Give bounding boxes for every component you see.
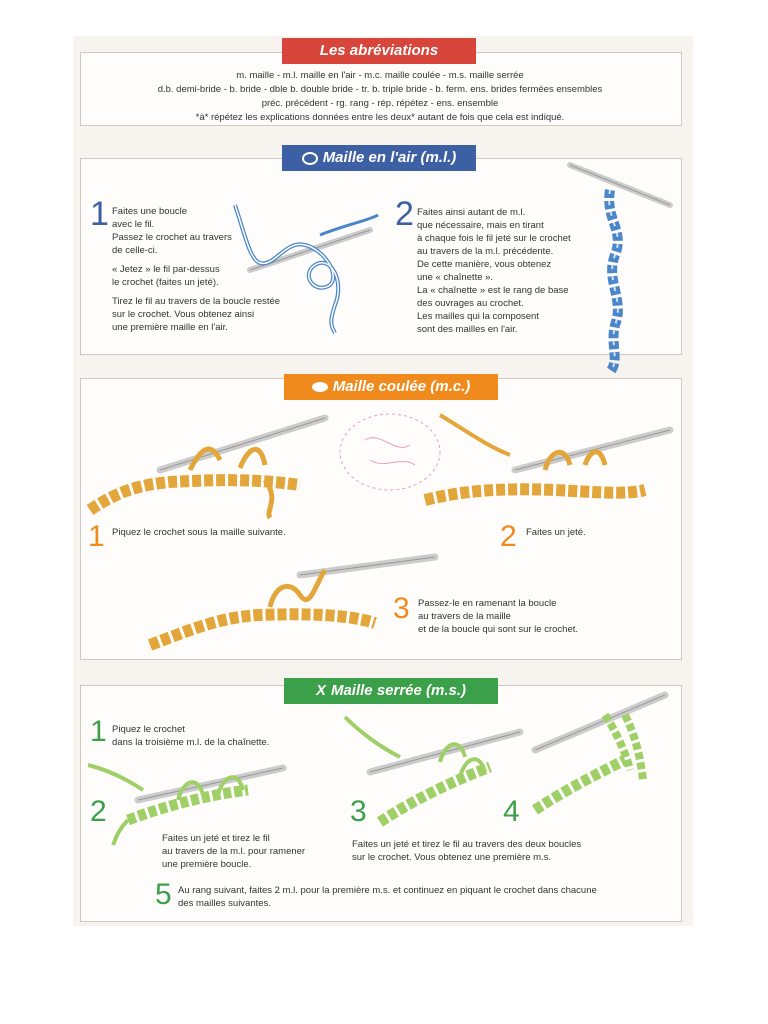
step-number: 1 xyxy=(90,195,109,233)
step-number: 2 xyxy=(395,195,414,233)
text-line: dans la troisième m.l. de la chaînette. xyxy=(112,737,270,748)
text-line: Faites une boucle xyxy=(112,206,187,217)
text-line: une première boucle. xyxy=(162,859,252,870)
text-line: que nécessaire, mais en tirant xyxy=(417,220,544,231)
serree-step-5-text xyxy=(178,884,668,910)
text-line: des mailles suivantes. xyxy=(178,898,271,909)
abbreviations-title: Les abréviations xyxy=(282,38,476,64)
x-mark-icon: X xyxy=(315,682,326,699)
text-line: Passez le crochet au travers xyxy=(112,232,232,243)
text-line: des ouvrages au crochet. xyxy=(417,298,524,309)
filled-oval-icon xyxy=(312,382,328,392)
text-line: sont des mailles en l'air. xyxy=(417,324,518,335)
text-line: le crochet (faites un jeté). xyxy=(112,277,219,288)
step-number: 1 xyxy=(90,715,107,748)
text-line: Tirez le fil au travers de la boucle restée xyxy=(112,296,281,307)
step-number: 5 xyxy=(155,878,172,911)
text-line: de celle-ci. xyxy=(112,245,158,256)
text-line: au travers de la m.l. précédente. xyxy=(417,246,554,257)
open-circle-icon xyxy=(302,152,318,165)
coulee-step-2-text: Faites un jeté. xyxy=(526,527,586,538)
maille-serree-title xyxy=(284,678,498,704)
maille-serree-title-text: Maille serrée (m.s.) xyxy=(330,682,467,699)
text-line: Les mailles qui la composent xyxy=(417,311,539,322)
text-line: Faites un jeté et tirez le fil au travers des deux boucles xyxy=(352,839,582,850)
coulee-step1-illustration xyxy=(90,410,330,520)
serree-step-3-text xyxy=(352,838,632,864)
text-line: « Jetez » le fil par-dessus xyxy=(112,264,220,275)
loop-hook-illustration xyxy=(230,195,380,335)
maille-air-title-text: Maille en l'air (m.l.) xyxy=(322,149,457,166)
step-number: 2 xyxy=(90,795,107,828)
text-line: Faites ainsi autant de m.l. xyxy=(417,207,526,218)
abbreviation-line-1: m. maille - m.l. maille en l'air - m.c. maille coulée - m.s. maille serrée xyxy=(236,70,524,81)
text-line: à chaque fois le fil jeté sur le crochet xyxy=(417,233,571,244)
serree-step4-illustration xyxy=(525,690,675,815)
maille-air-title xyxy=(282,145,476,171)
abbreviation-line-4: *à* répétez les explications données entre les deux* autant de fois que cela est indiqué. xyxy=(195,112,565,123)
text-line: et de la boucle qui sont sur le crochet. xyxy=(418,624,579,635)
text-line: Au rang suivant, faites 2 m.l. pour la première m.s. et continuez en piquant le crochet dans chacune xyxy=(178,885,597,896)
abbreviation-line-3: préc. précédent - rg. rang - rép. répétez - ens. ensemble xyxy=(261,98,499,109)
text-line: La « chaînette » est le rang de base xyxy=(417,285,569,296)
coulee-step2-illustration xyxy=(425,410,675,520)
text-line: sur le crochet. Vous obtenez ainsi xyxy=(112,309,255,320)
chain-illustration xyxy=(565,160,675,375)
serree-step-1-text xyxy=(112,723,312,749)
serree-step-2-text xyxy=(162,832,342,871)
text-line: une « chaînette ». xyxy=(417,272,494,283)
step-number: 4 xyxy=(503,795,520,828)
text-line: De cette manière, vous obtenez xyxy=(417,259,552,270)
serree-step3-illustration xyxy=(340,712,530,827)
maille-coulee-title xyxy=(284,374,498,400)
text-line: une première maille en l'air. xyxy=(112,322,228,333)
text-line: sur le crochet. Vous obtenez une première m.s. xyxy=(352,852,552,863)
text-line: Faites un jeté et tirez le fil xyxy=(162,833,270,844)
step-number: 1 xyxy=(88,520,105,553)
coulee-step-1-text: Piquez le crochet sous la maille suivante. xyxy=(112,527,286,538)
step-number: 3 xyxy=(393,592,410,625)
text-line: au travers de la maille xyxy=(418,611,511,622)
maille-coulee-title-text: Maille coulée (m.c.) xyxy=(332,378,471,395)
step-number: 2 xyxy=(500,520,517,553)
text-line: Piquez le crochet xyxy=(112,724,185,735)
text-line: au travers de la m.l. pour ramener xyxy=(162,846,306,857)
text-line: Passez-le en ramenant la boucle xyxy=(418,598,557,609)
text-line: avec le fil. xyxy=(112,219,155,230)
coulee-step-3-text xyxy=(418,597,648,636)
step-number: 3 xyxy=(350,795,367,828)
abbreviation-line-2: d.b. demi-bride - b. bride - dble b. double bride - tr. b. triple bride - b. ferm. ens. brides fermées ensembles xyxy=(157,84,603,95)
